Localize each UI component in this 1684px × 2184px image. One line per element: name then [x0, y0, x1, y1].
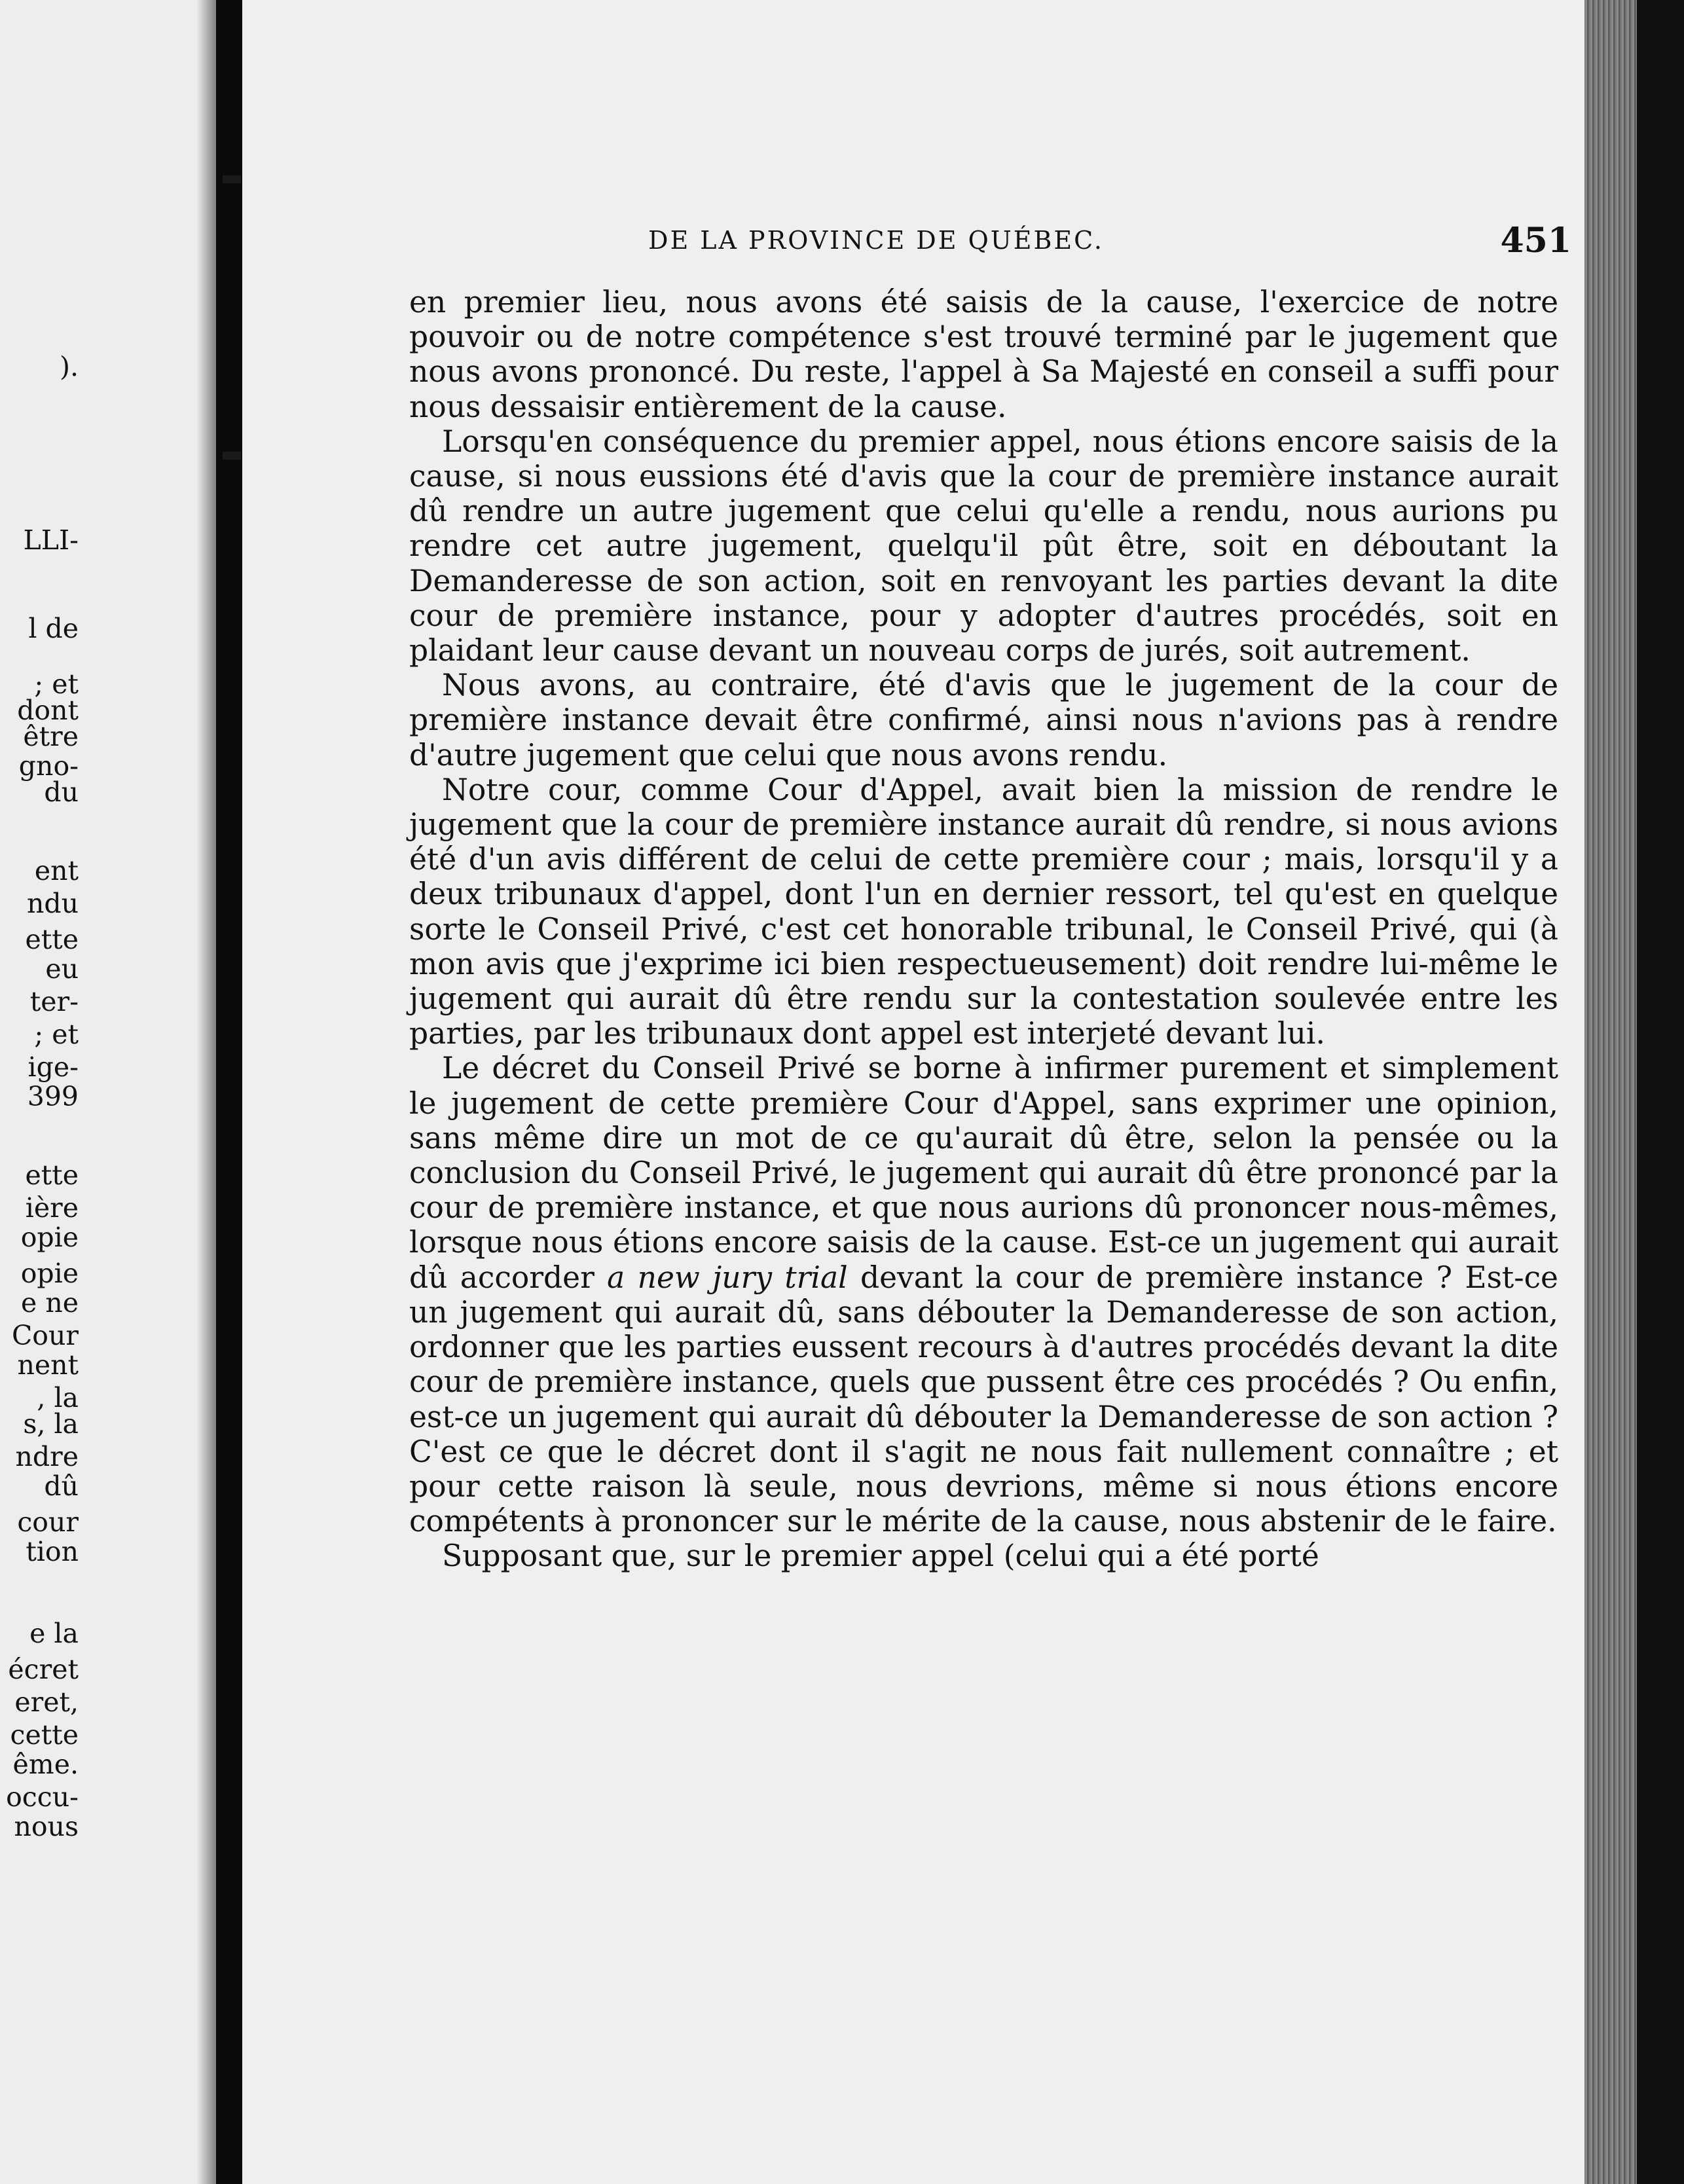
facing-page-fragment: ême. [12, 1749, 79, 1780]
facing-page-fragment: gno- [18, 750, 79, 782]
facing-page-fragment: être [23, 721, 79, 752]
running-head [648, 221, 1571, 265]
facing-page-fragment: 399 [27, 1081, 79, 1112]
facing-page-fragment: opie [20, 1222, 79, 1253]
running-head-title: DE LA PROVINCE DE QUÉBEC. [648, 226, 1104, 255]
facing-page-fragment: ette [25, 924, 79, 955]
facing-page-fragment: ette [25, 1159, 79, 1191]
facing-page-fragment: ter- [29, 986, 79, 1017]
facing-page-fragment: , la [37, 1382, 79, 1413]
facing-page-fragment: e ne [21, 1287, 79, 1319]
paragraph: Notre cour, comme Cour d'Appel, avait bien la mission de rendre le jugement que la cour de première instance aurait dû rendre, si nous avions été d'un avis différent de celui de cette première cour ; mais, lorsqu'il y a deux tribunaux d'appel, dont l'un en dernier ressort, tel qu'est en quelque sorte le Conseil Privé, c'est cet honorable tribunal, le Conseil Privé, qui (à mon avis que j'exprime ici bien respectueusement) doit rendre lui-même le jugement qui aurait dû être rendu sur la contestation soulevée entre les parties, par les tribunaux dont appel est interjeté devant lui. [409, 772, 1558, 1051]
facing-page-fragment: nent [17, 1349, 79, 1381]
facing-page-fragment: ndre [15, 1441, 79, 1472]
facing-page-fragment: ; et [34, 1019, 79, 1050]
facing-page-fragment: du [44, 776, 79, 808]
facing-page-fragment: occu- [6, 1781, 79, 1813]
facing-page-fragment: ; et [34, 668, 79, 700]
facing-page-fragment: cour [17, 1506, 79, 1538]
facing-page-fragment: dû [44, 1470, 79, 1502]
facing-page-fragment: ). [59, 351, 79, 382]
scan-border [1637, 0, 1684, 2184]
binding-tab [223, 452, 241, 460]
facing-page-fragment: l de [28, 613, 79, 644]
binding-tab [223, 175, 241, 183]
page-451 [242, 0, 1584, 2184]
facing-page-fragment: ndu [26, 888, 79, 919]
page-number: 451 [1500, 221, 1571, 261]
paragraph-text: devant la cour de première instance ? Est-ce un jugement qui aurait dû, sans débouter la Demanderesse de son action, ordonner que les parties eussent recours à d'autres procédés devant la dite cour de première instance, quels que pussent être ces procédés ? Ou enfin, est-ce un jugement qui aurait dû débouter la Demanderesse de son action ? C'est ce que le décret dont il s'agit ne nous fait nullement connaître ; et pour cette raison là seule, nous devrions, même si nous étions encore compétents à prononcer sur le mérite de la cause, nous abstenir de le faire. [409, 1260, 1558, 1539]
paragraph: Nous avons, au contraire, été d'avis que le jugement de la cour de première instance devait être confirmé, ainsi nous n'avions pas à rendre d'autre jugement que celui que nous avons rendu. [409, 668, 1558, 773]
facing-page-fragment: LLI- [23, 524, 79, 556]
facing-page-fragment: écret [8, 1654, 79, 1685]
facing-page-fragment: dont [17, 695, 79, 726]
paragraph: en premier lieu, nous avons été saisis de la cause, l'exercice de notre pouvoir ou de notre compétence s'est trouvé terminé par le jugement que nous avons prononcé. Du reste, l'appel à Sa Majesté en conseil a suffi pour nous dessaisir entièrement de la cause. [409, 285, 1558, 424]
facing-page-fragment: tion [26, 1536, 79, 1567]
facing-page-fragment: s, la [23, 1408, 79, 1440]
facing-page-fragment: nous [14, 1811, 79, 1842]
facing-page-left [0, 0, 216, 2184]
facing-page-fragment: eret, [14, 1686, 79, 1718]
paragraph [409, 1051, 1558, 1538]
facing-page-fragment: ent [34, 855, 79, 886]
facing-page-fragment: opie [20, 1258, 79, 1289]
paragraph: Lorsqu'en conséquence du premier appel, nous étions encore saisis de la cause, si nous eussions été d'avis que la cour de première instance aurait dû rendre un autre jugement que celui qu'elle a rendu, nous aurions pu rendre cet autre jugement, quelqu'il pût être, soit en déboutant la Demanderesse de son action, soit en renvoyant les parties devant la dite cour de première instance, pour y adopter d'autres procédés, soit en plaidant leur cause devant un nouveau corps de jurés, soit autrement. [409, 424, 1558, 668]
book-gutter [216, 0, 242, 2184]
binding-shadow [196, 0, 216, 2184]
page-edges [1584, 0, 1637, 2184]
paragraph: Supposant que, sur le premier appel (celui qui a été porté [442, 1538, 1319, 1574]
italic-phrase: a new jury trial [607, 1260, 848, 1295]
facing-page-fragment: cette [10, 1719, 79, 1751]
body-text [409, 285, 1558, 1574]
facing-page-fragment: Cour [11, 1320, 79, 1351]
paragraph-text: Le décret du Conseil Privé se borne à infirmer purement et simplement le jugement de cette première Cour d'Appel, sans exprimer une opinion, sans même dire un mot de ce qu'aurait dû être, selon la pensée ou la conclusion du Conseil Privé, le jugement qui aurait dû être prononcé par la cour de première instance, et que nous aurions dû prononcer nous-mêmes, lorsque nous étions encore saisis de la cause. Est-ce un jugement qui aurait dû accorder [409, 1051, 1558, 1295]
facing-page-fragment: e la [29, 1618, 79, 1649]
facing-page-fragment: eu [45, 953, 79, 985]
facing-page-fragment: ière [25, 1192, 79, 1224]
facing-page-fragment: ige- [27, 1051, 79, 1083]
